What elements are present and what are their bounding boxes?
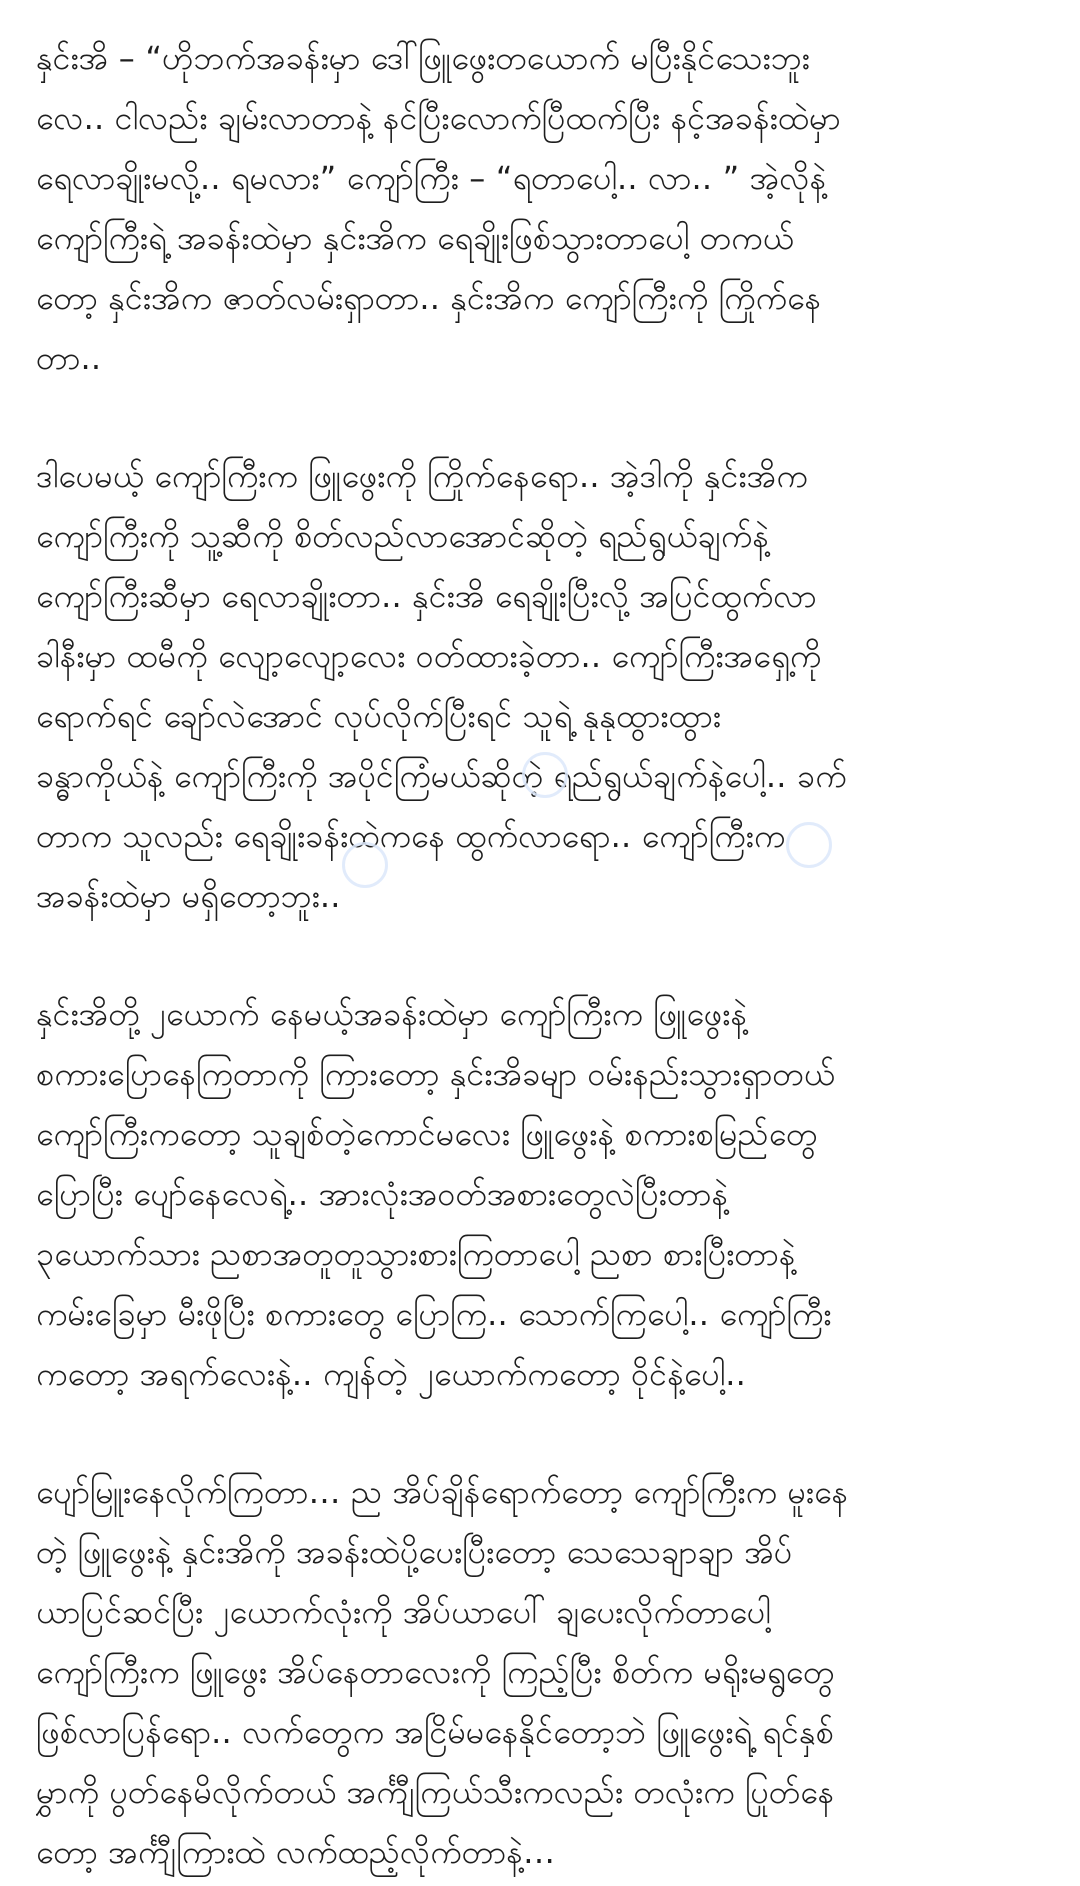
text-line: ယာပြင်ဆင်ပြီး ၂ယောက်လုံးကို အိပ်ယာပေါ် ချပေးလိုက်တာပေါ့ (36, 1593, 771, 1631)
text-line: ကတော့ အရက်လေးနဲ့.. ကျန်တဲ့ ၂ယောက်ကတော့ ဝိုင်နဲ့ပေါ့.. (36, 1355, 747, 1393)
text-line: ကျော်ကြီးရဲ့ အခန်းထဲမှာ နှင်းအိက ရေချိုးဖြစ်သွားတာပေါ့ တကယ် (36, 219, 794, 257)
text-line: ကျော်ကြီးကို သူ့ဆီကို စိတ်လည်လာအောင်ဆိုတဲ့ ရည်ရွယ်ချက်နဲ့ (36, 517, 770, 555)
text-line: စကားပြောနေကြတာကို ကြားတော့ နှင်းအိခမျာ ဝမ်းနည်းသွားရှာတယ် (36, 1055, 836, 1093)
text-line: ၃ယောက်သား ညစာအတူတူသွားစားကြတာပေါ့ ညစာ စားပြီးတာနဲ့ (36, 1235, 796, 1273)
text-line: တော့ အင်္ကျီကြားထဲ လက်ထည့်လိုက်တာနဲ့… (36, 1833, 556, 1871)
paragraph-3 (36, 984, 1042, 1404)
circle-marker-icon (342, 842, 388, 888)
text-line: ခါနီးမှာ ထမီကို လျော့လျော့လေး ဝတ်ထားခဲ့တာ.. ကျော်ကြီးအရှေ့ကို (36, 637, 822, 675)
text-line: ရောက်ရင် ချော်လဲအောင် လုပ်လိုက်ပြီးရင် သူရဲ့ နုနုထွားထွား (36, 697, 722, 735)
paragraph-1 (36, 28, 1042, 388)
text-line: ရေလာချိုးမလို့.. ရမလား” ကျော်ကြီး – “ရတာပေါ့.. လာ.. ” အဲ့လိုနဲ့ (36, 159, 827, 197)
circle-marker-icon (522, 752, 568, 798)
text-line: ဖြစ်လာပြန်ရော.. လက်တွေက အငြိမ်မနေနိုင်တော့ဘဲ ဖြူဖွေးရဲ့ ရင်နှစ် (36, 1713, 834, 1751)
text-line: ကမ်းခြေမှာ မီးဖိုပြီး စကားတွေ ပြောကြ.. သောက်ကြပေါ့.. ကျော်ကြီး (36, 1295, 832, 1333)
text-line: လေ.. ငါလည်း ချမ်းလာတာနဲ့ နင်ပြီးလောက်ပြီထက်ပြီး နင့်အခန်းထဲမှာ (36, 99, 841, 137)
text-line: ပျော်မြူးနေလိုက်ကြတာ… ည အိပ်ချိန်ရောက်တော့ ကျော်ကြီးက မူးနေ (36, 1473, 849, 1511)
text-line: မွှာကို ပွတ်နေမိလိုက်တယ် အင်္ကျီကြယ်သီးကလည်း တလုံးက ပြုတ်နေ (36, 1773, 835, 1811)
text-line: တာ.. (36, 339, 102, 377)
text-line: ခန္ဓာကိုယ်နဲ့ ကျော်ကြီးကို အပိုင်ကြံမယ်ဆိုတဲ့ ရည်ရွယ်ချက်နဲ့ပေါ့.. ခက် (36, 757, 847, 795)
text-line: ဒါပေမယ့် ကျော်ကြီးက ဖြူဖွေးကို ကြိုက်နေရော.. အဲ့ဒါကို နှင်းအိက (36, 457, 808, 495)
text-line: ကျော်ကြီးဆီမှာ ရေလာချိုးတာ.. နှင်းအိ ရေချိုးပြီးလို့ အပြင်ထွက်လာ (36, 577, 817, 615)
text-line: တာက သူလည်း ရေချိုးခန်းထဲကနေ ထွက်လာရော.. ကျော်ကြီးက (36, 817, 786, 855)
text-line: ပြောပြီး ပျော်နေလေရဲ့.. အားလုံးအဝတ်အစားတွေလဲပြီးတာနဲ့ (36, 1175, 729, 1213)
text-line: တဲ့ ဖြူဖွေးနဲ့ နှင်းအိကို အခန်းထဲပို့ပေးပြီးတော့ သေသေချာချာ အိပ် (36, 1533, 793, 1571)
text-line: အခန်းထဲမှာ မရှိတော့ဘူး.. (36, 877, 341, 915)
circle-marker-icon (786, 822, 832, 868)
text-line: နှင်းအိတို့ ၂ယောက် နေမယ့်အခန်းထဲမှာ ကျော်ကြီးက ဖြူဖွေးနဲ့ (36, 995, 748, 1033)
paragraph-4 (36, 1462, 1042, 1882)
text-line: တော့ နှင်းအိက ဇာတ်လမ်းရှာတာ.. နှင်းအိက ကျော်ကြီးကို ကြိုက်နေ (36, 279, 822, 317)
paragraph-2 (36, 446, 1042, 926)
text-line: ကျော်ကြီးကတော့ သူချစ်တဲ့ကောင်မလေး ဖြူဖွေးနဲ့ စကားစမြည်တွေ (36, 1115, 818, 1153)
text-line: ကျော်ကြီးက ဖြူဖွေး အိပ်နေတာလေးကို ကြည့်ပြီး စိတ်က မရိုးမရွတွေ (36, 1653, 835, 1691)
text-line: နှင်းအိ – “ဟိုဘက်အခန်းမှာ ဒေါ်ဖြူဖွေးတယောက် မပြီးနိုင်သေးဘူး (36, 39, 810, 77)
